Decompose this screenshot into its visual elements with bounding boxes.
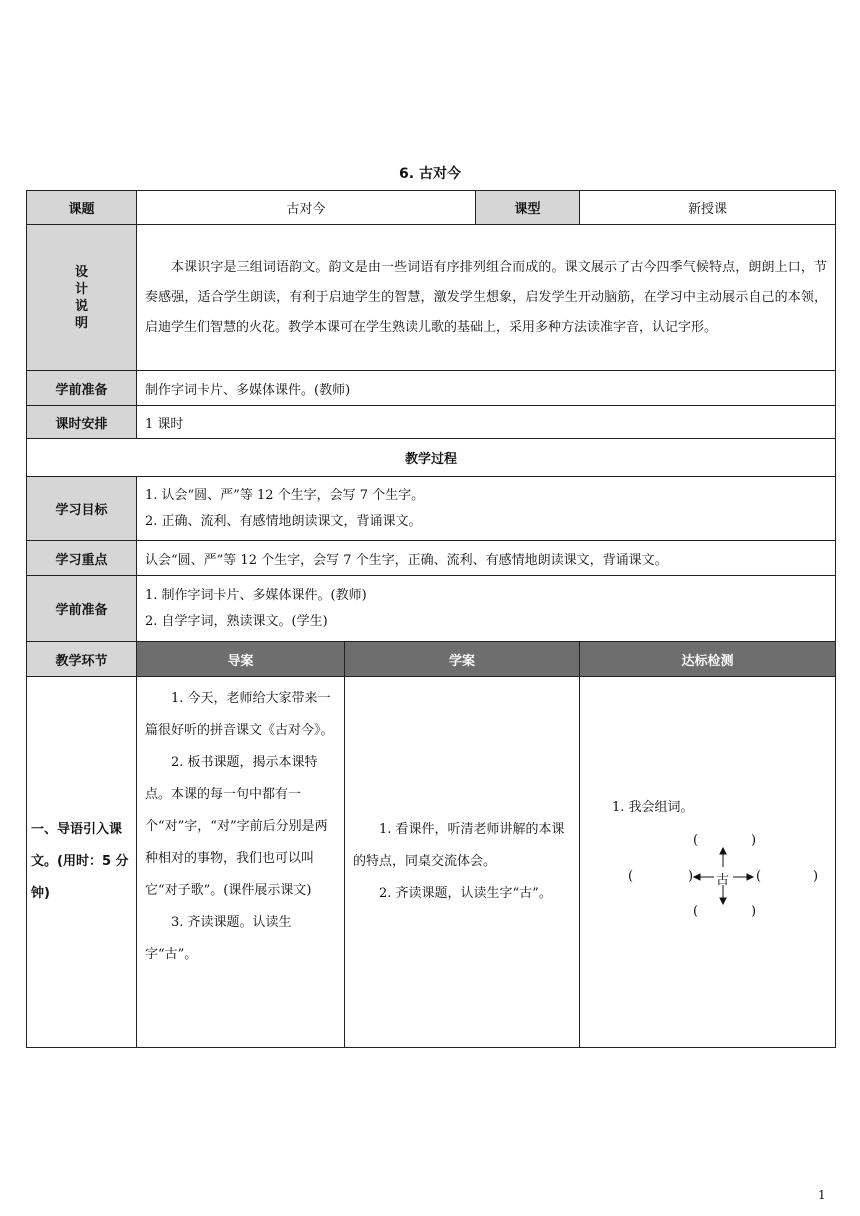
schedule-value: 1 课时 xyxy=(137,406,836,439)
goal-item: 2. 正确、流利、有感情地朗读课文，背诵课文。 xyxy=(145,513,422,529)
left-close-paren: ) xyxy=(688,869,694,884)
top-open-paren: ( xyxy=(693,833,699,848)
process-title: 教学过程 xyxy=(27,439,836,477)
prep-value: 制作字词卡片、多媒体课件。(教师) xyxy=(137,371,836,406)
learn-step: 2. 齐读课题，认读生字“古”。 xyxy=(379,886,552,901)
guide-step: 1. 今天，老师给大家带来一篇很好听的拼音课文《古对今》。 xyxy=(145,691,334,738)
process-title-row xyxy=(27,439,836,477)
schedule-label: 课时安排 xyxy=(27,406,137,439)
lesson-plan-table xyxy=(26,190,836,1048)
prep2-item: 1. 制作字词卡片、多媒体课件。(教师) xyxy=(145,587,367,603)
section1-learn xyxy=(345,677,580,1048)
design-row xyxy=(27,225,836,371)
top-close-paren: ) xyxy=(751,833,757,848)
guide-step: 2. 板书课题，揭示本课特点。本课的每一句中都有一个“对”字，“对”字前后分别是两种相对的事物，我们也可以叫它“对子歌”。(课件展示课文) xyxy=(145,755,328,898)
right-close-paren: ) xyxy=(813,869,819,884)
center-character: 古 xyxy=(716,873,730,888)
topic-label: 课题 xyxy=(27,191,137,225)
prep-row xyxy=(27,371,836,406)
left-open-paren: ( xyxy=(628,869,634,884)
guide-step: 3. 齐读课题。认读生字“古”。 xyxy=(145,915,292,962)
type-value: 新授课 xyxy=(580,191,836,225)
focus-label: 学习重点 xyxy=(27,541,137,576)
goals-row xyxy=(27,477,836,541)
goals-list xyxy=(137,477,836,541)
schedule-row xyxy=(27,406,836,439)
prep2-label: 学前准备 xyxy=(27,576,137,642)
prep2-row xyxy=(27,576,836,642)
learn-column-header: 学案 xyxy=(345,642,580,677)
column-header-row xyxy=(27,642,836,677)
document-title: 6. 古对今 xyxy=(399,166,461,182)
section1-stage: 一、导语引入课文。(用时：5 分钟) xyxy=(27,677,137,1048)
prep-label: 学前准备 xyxy=(27,371,137,406)
bottom-open-paren: ( xyxy=(693,904,699,919)
bottom-close-paren: ) xyxy=(751,904,757,919)
section1-row xyxy=(27,677,836,1048)
check-column-header: 达标检测 xyxy=(580,642,836,677)
prep2-item: 2. 自学字词，熟读课文。(学生) xyxy=(145,613,328,629)
page-number: 1 xyxy=(818,1188,826,1202)
topic-value: 古对今 xyxy=(137,191,476,225)
prep2-list xyxy=(137,576,836,642)
section1-check xyxy=(580,677,836,1048)
topic-row xyxy=(27,191,836,225)
type-label: 课型 xyxy=(476,191,580,225)
design-label: 设 计 说 明 xyxy=(27,225,137,371)
learn-step: 1. 看课件，听清老师讲解的本课的特点，同桌交流体会。 xyxy=(353,822,565,869)
guide-column-header: 导案 xyxy=(137,642,345,677)
section1-guide xyxy=(137,677,345,1048)
focus-row xyxy=(27,541,836,576)
stage-column-header: 教学环节 xyxy=(27,642,137,677)
goals-label: 学习目标 xyxy=(27,477,137,541)
goal-item: 1. 认会“圆、严”等 12 个生字，会写 7 个生字。 xyxy=(145,487,425,503)
check-title: 1. 我会组词。 xyxy=(612,800,694,815)
design-text: 本课识字是三组词语韵文。韵文是由一些词语有序排列组合而成的。课文展示了古今四季气候特点，朗朗上口，节奏感强，适合学生朗读，有利于启迪学生的智慧，激发学生想象，启发学生开动脑筋，在学习中主动展示自己的本领，启迪学生们智慧的火花。教学本课可在学生熟读儿歌的基础上，采用多种方法读准字音，认记字形。 xyxy=(137,225,836,371)
arrows-icon xyxy=(690,845,760,909)
focus-value: 认会“圆、严”等 12 个生字，会写 7 个生字，正确、流利、有感情地朗读课文，背诵课文。 xyxy=(137,541,836,576)
right-open-paren: ( xyxy=(756,869,762,884)
